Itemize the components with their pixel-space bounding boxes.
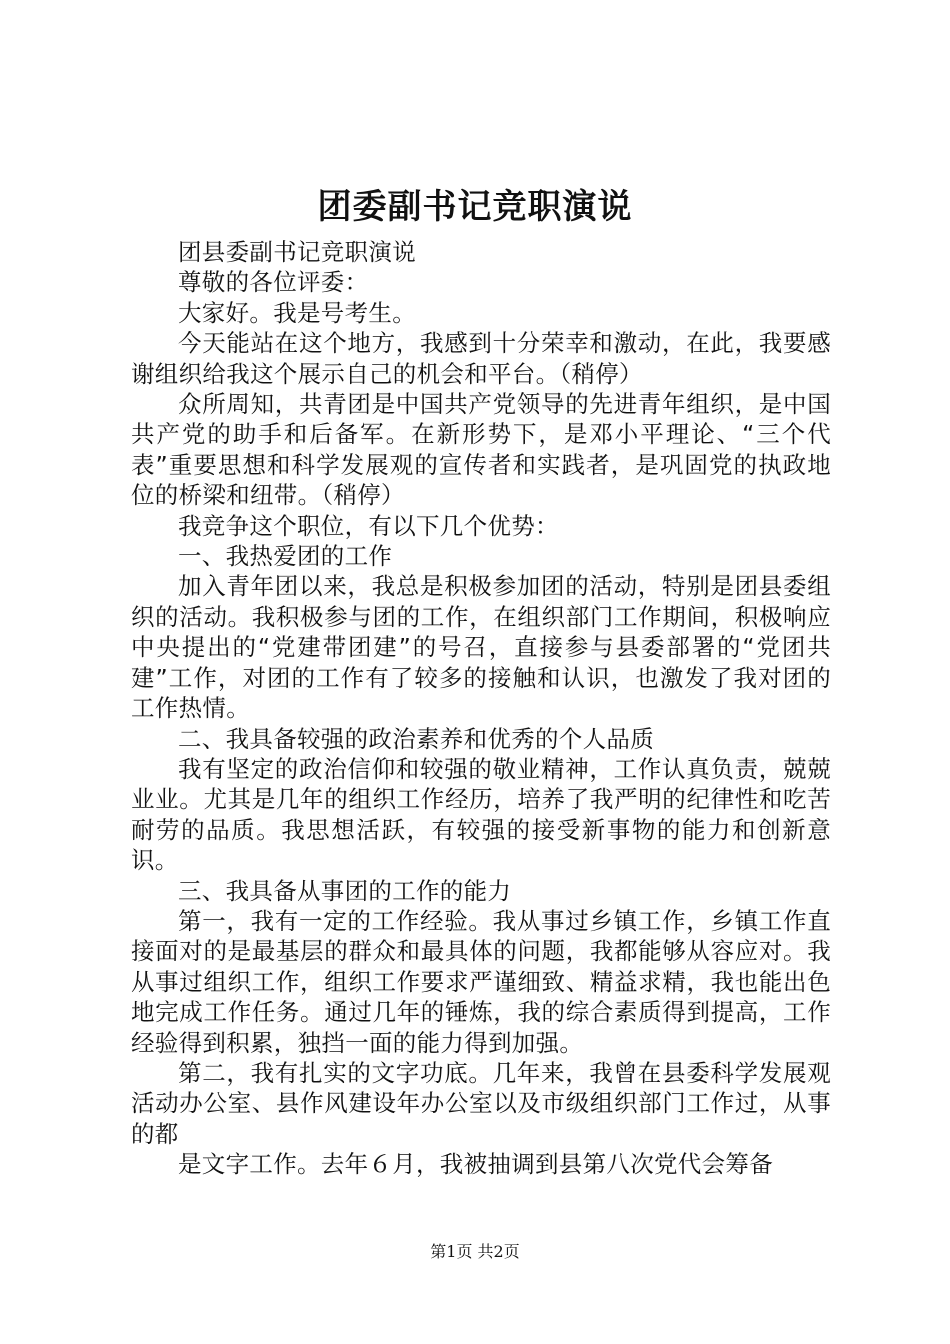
- paragraph: 第二，我有扎实的文字功底。几年来，我曾在县委科学发展观活动办公室、县作风建设年办公室以及市级组织部门工作过，从事的都: [131, 1058, 831, 1148]
- paragraph: 团县委副书记竞职演说: [178, 238, 416, 266]
- paragraph: 尊敬的各位评委：: [178, 268, 369, 297]
- paragraph: 我有坚定的政治信仰和较强的敬业精神，工作认真负责，兢兢业业。尤其是几年的组织工作经历，培养了我严明的纪律性和吃苦耐劳的品质。我思想活跃，有较强的接受新事物的能力和创新意识。: [131, 754, 831, 875]
- paragraph: 众所周知，共青团是中国共产党领导的先进青年组织，是中国共产党的助手和后备军。在新形势下，是邓小平理论、“三个代表”重要思想和科学发展观的宣传者和实践者，是巩固党的执政地位的桥梁和纽带。（稍停）: [131, 390, 831, 510]
- page-footer: 第1页 共2页: [430, 1242, 520, 1261]
- paragraph: 加入青年团以来，我总是积极参加团的活动，特别是团县委组织的活动。我积极参与团的工作，在组织部门工作期间，积极响应中央提出的“党建带团建”的号召，直接参与县委部署的“党团共建”工作，对团的工作有了较多的接触和认识，也激发了我对团的工作热情。: [131, 572, 831, 723]
- paragraph: 今天能站在这个地方，我感到十分荣幸和激动，在此，我要感谢组织给我这个展示自己的机会和平台。（稍停）: [131, 329, 831, 388]
- paragraph: 第一，我有一定的工作经验。我从事过乡镇工作，乡镇工作直接面对的是最基层的群众和最具体的问题，我都能够从容应对。我从事过组织工作，组织工作要求严谨细致、精益求精，我也能出色地完成工作任务。通过几年的锤炼，我的综合素质得到提高，工作经验得到积累，独挡一面的能力得到加强。: [131, 906, 831, 1057]
- paragraph: 大家好。我是号考生。: [178, 298, 416, 327]
- document-body: [131, 237, 831, 1180]
- paragraph: 我竞争这个职位，有以下几个优势：: [178, 511, 559, 540]
- section-heading: 二、我具备较强的政治素养和优秀的个人品质: [178, 724, 654, 753]
- section-heading: 一、我热爱团的工作: [178, 542, 393, 571]
- section-heading: 三、我具备从事团的工作的能力: [178, 876, 512, 905]
- paragraph: 是文字工作。去年６月，我被抽调到县第八次党代会筹备: [178, 1150, 773, 1179]
- document-title: 团委副书记竞职演说: [317, 187, 633, 227]
